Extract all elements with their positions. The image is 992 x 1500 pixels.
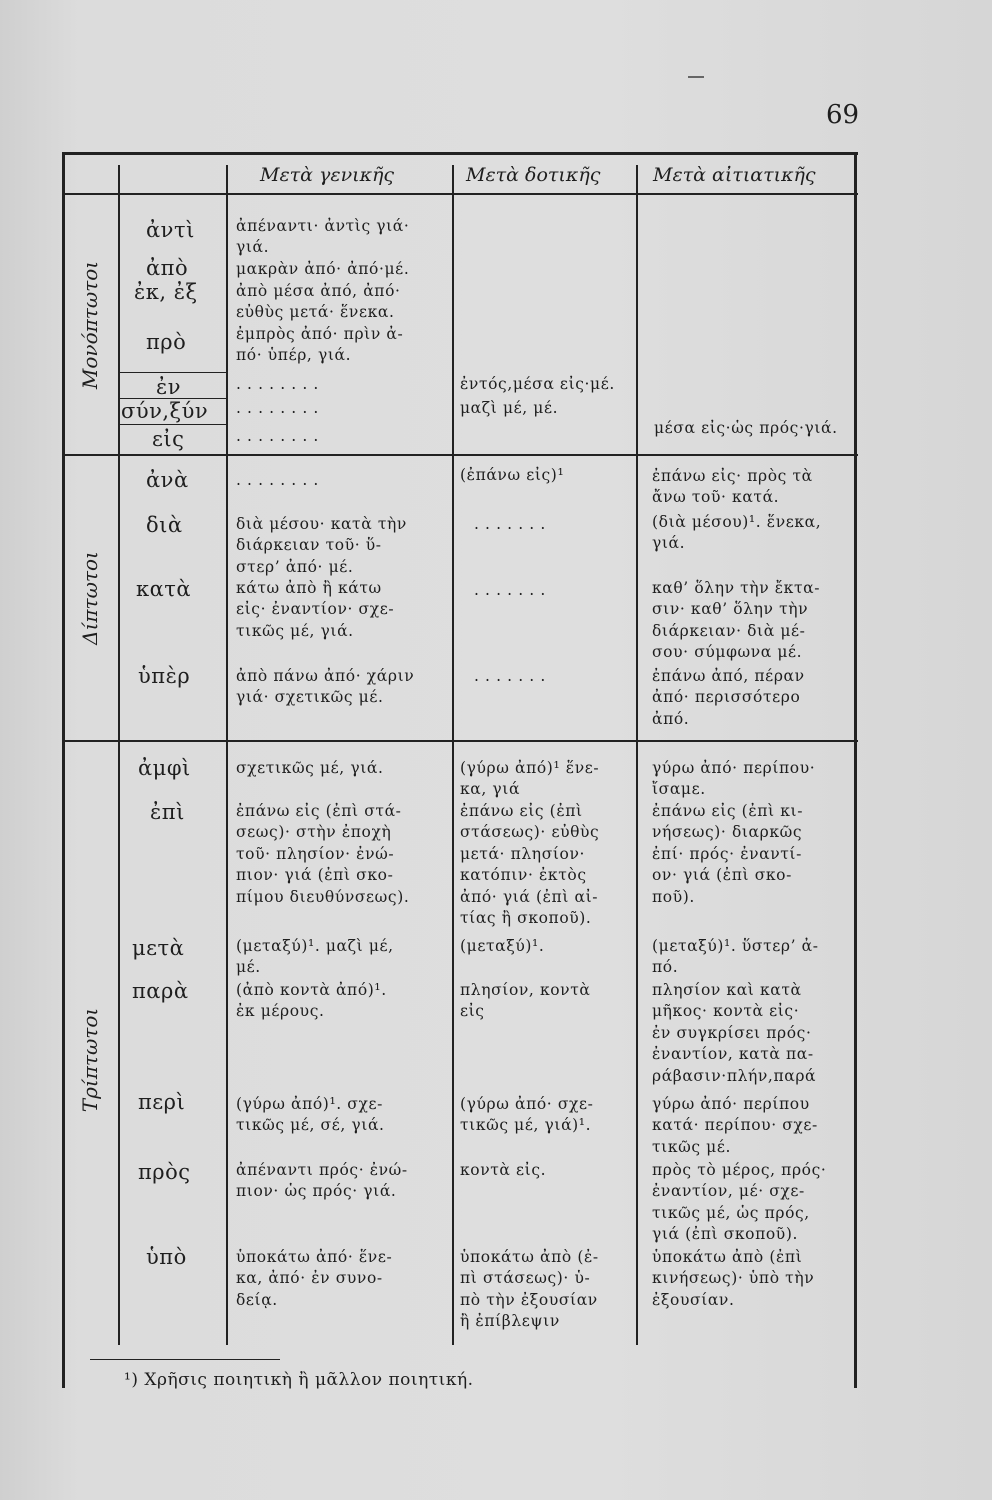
header-accusative: Μετὰ αἰτιατικῆς xyxy=(653,164,816,186)
dat-pros: κοντὰ εἰς. xyxy=(460,1161,547,1179)
acc-epi: ἐπάνω εἰς (ἐπὶ κι- νήσεως)· διαρκῶς ἐπί· πρός· ἐναντί- ον· γιά (ἐπὶ σκο- ποῦ). xyxy=(652,802,804,906)
prep-ek: ἐκ, ἐξ xyxy=(134,280,198,304)
prep-dia: διὰ xyxy=(146,513,183,537)
acc-meta: (μεταξύ)¹. ὕστερ’ ἀ- πό. xyxy=(652,937,819,977)
group-diptota: Δίπτωτοι xyxy=(78,551,102,645)
table-right-rule xyxy=(854,152,857,1388)
acc-ana: ἐπάνω εἰς· πρὸς τὰ ἄνω τοῦ· κατά. xyxy=(652,467,813,507)
prep-pro: πρὸ xyxy=(146,330,187,354)
dat-dia: . . . . . . . xyxy=(474,515,546,533)
prep-amfi: ἀμφὶ xyxy=(138,756,191,780)
gen-epi: ἐπάνω εἰς (ἐπὶ στά- σεως)· στὴν ἐποχὴ τοῦ· πλησίον· ἐνώ- πιον· γιά (ἐπὶ σκο- πίμου διευθύνσεως). xyxy=(236,802,410,906)
prep-eis: εἰς xyxy=(152,427,185,451)
prep-meta: μετὰ xyxy=(132,936,185,960)
dat-amfi: (γύρω ἀπό)¹ ἕνε- κα, γιά xyxy=(460,759,600,799)
header-rule xyxy=(62,193,858,195)
acc-kata: καθ’ ὅλην τὴν ἔκτα- σιν· καθ’ ὅλην τὴν διάρκειαν· διὰ μέ- σου· σύμφωνα μέ. xyxy=(652,579,821,662)
gen-kata: κάτω ἀπὸ ἢ κάτω εἰς· ἐναντίον· σχε- τικῶς μέ, γιά. xyxy=(236,579,395,640)
prep-epi: ἐπὶ xyxy=(150,800,185,824)
gen-peri: (γύρω ἀπό)¹. σχε- τικῶς μέ, σέ, γιά. xyxy=(236,1095,385,1135)
dat-en: ἐντός,μέσα εἰς·μέ. xyxy=(460,375,615,393)
gen-ana: . . . . . . . . xyxy=(236,471,319,489)
gen-hyper: ἀπὸ πάνω ἀπό· χάριν γιά· σχετικῶς μέ. xyxy=(236,667,415,707)
gen-en: . . . . . . . . xyxy=(236,375,319,393)
gen-syn: . . . . . . . . xyxy=(236,399,319,417)
table-left-rule xyxy=(62,152,65,1388)
dat-ana: (ἐπάνω εἰς)¹ xyxy=(460,466,565,484)
prep-ana: ἀνὰ xyxy=(146,468,189,492)
acc-peri: γύρω ἀπό· περίπου κατά· περίπου· σχε- τικῶς μέ. xyxy=(652,1095,818,1156)
gen-dia: διὰ μέσου· κατὰ τὴν διάρκειαν τοῦ· ὕ- στερ’ ἀπό· μέ. xyxy=(236,515,407,576)
acc-pros: πρὸς τὸ μέρος, πρός· ἐναντίον, μέ· σχε- τικῶς μέ, ὡς πρός, γιά (ἐπὶ σκοποῦ). xyxy=(652,1161,827,1244)
table-top-rule xyxy=(62,152,858,155)
genitive-col-rule xyxy=(452,165,454,1345)
footnote-rule xyxy=(90,1359,280,1360)
gen-pro: ἐμπρὸς ἀπό· πρὶν ἀ- πό· ὑπέρ, γιά. xyxy=(236,325,404,365)
gen-meta: (μεταξύ)¹. μαζὶ μέ, μέ. xyxy=(236,937,394,977)
page-number: 69 xyxy=(826,100,860,130)
prep-col-rule xyxy=(226,165,228,1345)
acc-amfi: γύρω ἀπό· περίπου· ἴσαμε. xyxy=(652,759,816,799)
group-monoptota: Μονόπτωτοι xyxy=(78,260,102,390)
gen-apo: μακρὰν ἀπό· ἀπό·μέ. xyxy=(236,260,410,278)
dat-peri: (γύρω ἀπό· σχε- τικῶς μέ, γιά)¹. xyxy=(460,1095,594,1135)
eis-rule xyxy=(118,424,226,425)
prep-anti: ἀντὶ xyxy=(146,218,195,242)
group-rule-1 xyxy=(62,454,858,456)
group-triptota: Τρίπτωτοι xyxy=(78,1007,102,1113)
dat-hyper: . . . . . . . xyxy=(474,667,546,685)
header-genitive: Μετὰ γενικῆς xyxy=(260,164,395,186)
dat-syn: μαζὶ μέ, μέ. xyxy=(460,399,559,417)
prep-para: παρὰ xyxy=(132,979,189,1003)
acc-dia: (διὰ μέσου)¹. ἕνεκα, γιά. xyxy=(652,513,822,553)
acc-eis: μέσα εἰς·ὡς πρός·γιά. xyxy=(654,419,838,437)
group-rule-2 xyxy=(62,740,858,742)
gen-amfi: σχετικῶς μέ, γιά. xyxy=(236,759,384,777)
gen-para: (ἀπὸ κοντὰ ἀπό)¹. ἐκ μέρους. xyxy=(236,981,387,1021)
gen-ek: ἀπὸ μέσα ἀπό, ἀπό· εὐθὺς μετά· ἕνεκα. xyxy=(236,282,401,322)
footnote: ¹) Χρῆσις ποιητικὴ ἢ μᾶλλον ποιητική. xyxy=(124,1370,474,1390)
gen-anti: ἀπέναντι· ἀντὶς γιά· γιά. xyxy=(236,217,410,257)
acc-para: πλησίον καὶ κατὰ μῆκος· κοντὰ εἰς· ἐν συγκρίσει πρός· ἐναντίον, κατὰ πα- ράβασιν·πλήν,παρά xyxy=(652,981,817,1085)
prep-hypo: ὑπὸ xyxy=(146,1245,187,1269)
prep-pros: πρὸς xyxy=(138,1160,191,1184)
prep-apo: ἀπὸ xyxy=(146,256,189,280)
header-dative: Μετὰ δοτικῆς xyxy=(466,164,601,186)
gen-hypo: ὑποκάτω ἀπό· ἕνε- κα, ἀπό· ἐν συνο- δείᾳ. xyxy=(236,1248,393,1309)
prep-kata: κατὰ xyxy=(136,577,192,601)
en-rule xyxy=(118,372,226,373)
top-mark xyxy=(688,76,704,78)
gen-eis: . . . . . . . . xyxy=(236,427,319,445)
gen-pros: ἀπέναντι πρός· ἐνώ- πιον· ὡς πρός· γιά. xyxy=(236,1161,408,1201)
dat-para: πλησίον, κοντὰ εἰς xyxy=(460,981,591,1021)
dat-hypo: ὑποκάτω ἀπὸ (ἐ- πὶ στάσεως)· ὑ- πὸ τὴν ἐξουσίαν ἢ ἐπίβλεψιν xyxy=(460,1248,599,1331)
prep-en: ἐν xyxy=(156,375,182,399)
prep-hyper: ὑπὲρ xyxy=(138,664,191,688)
acc-hyper: ἐπάνω ἀπό, πέραν ἀπό· περισσότερο ἀπό. xyxy=(652,667,805,728)
prep-peri: περὶ xyxy=(138,1090,186,1114)
dat-kata: . . . . . . . xyxy=(474,581,546,599)
dat-meta: (μεταξύ)¹. xyxy=(460,937,545,955)
acc-hypo: ὑποκάτω ἀπὸ (ἐπὶ κινήσεως)· ὑπὸ τὴν ἐξουσίαν. xyxy=(652,1248,815,1309)
dat-epi: ἐπάνω εἰς (ἐπὶ στάσεως)· εὐθὺς μετά· πλησίον· κατόπιν· ἐκτὸς ἀπό· γιά (ἐπὶ αἰ- τίας ἢ σκοποῦ). xyxy=(460,802,600,928)
group-col-rule xyxy=(118,165,120,1345)
dative-col-rule xyxy=(636,165,638,1345)
prep-syn: σύν,ξύν xyxy=(121,399,209,423)
